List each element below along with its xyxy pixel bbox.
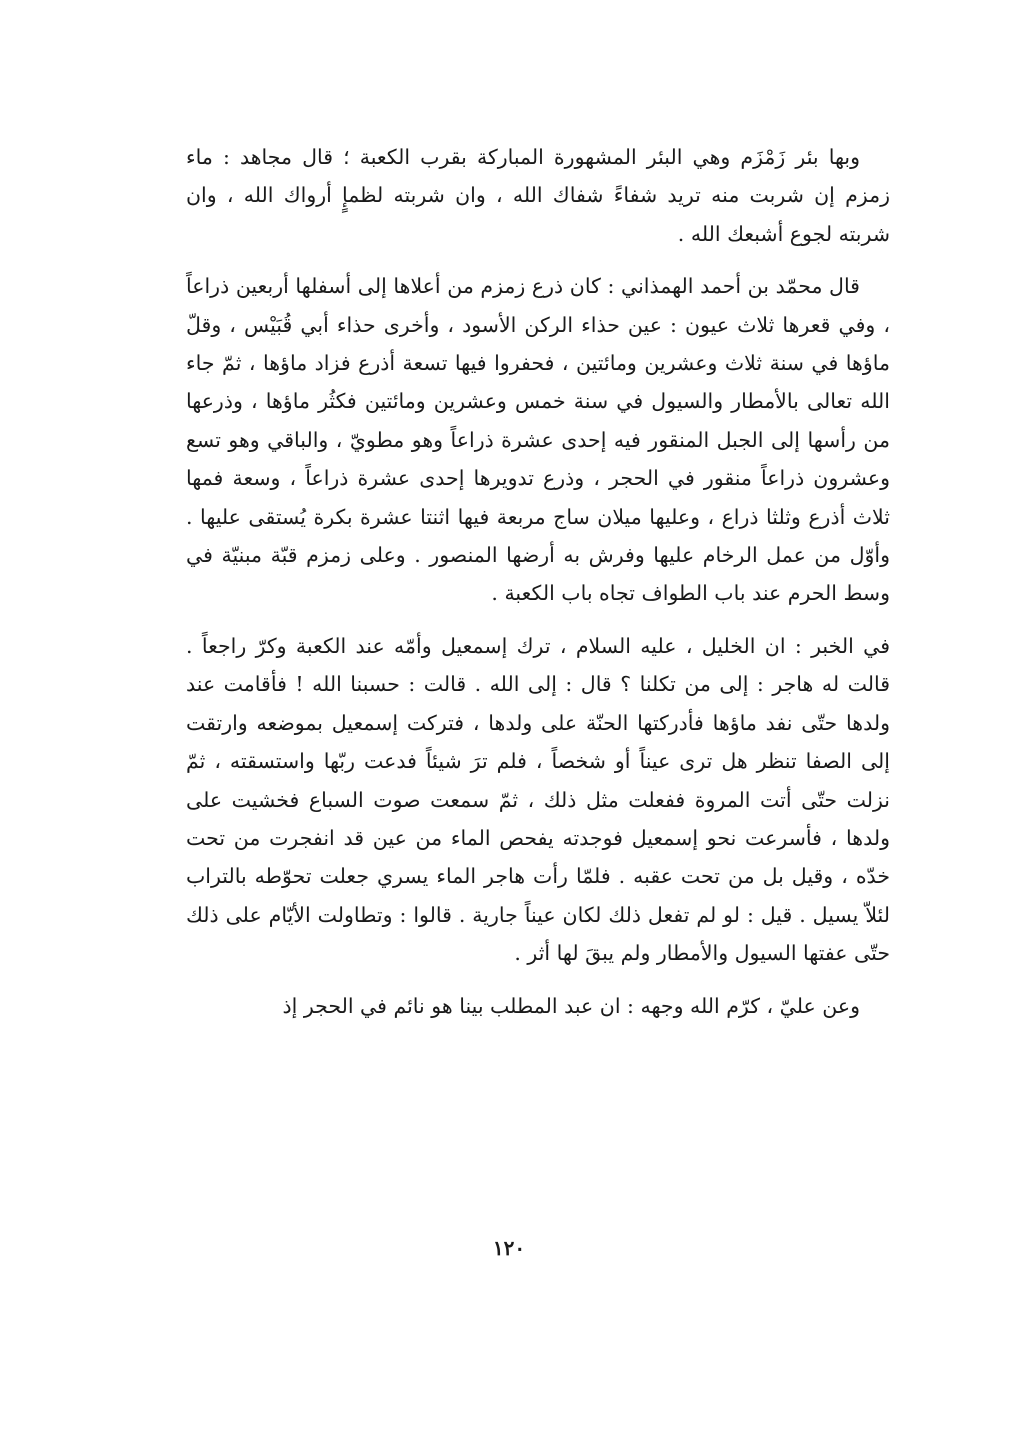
- page-number: ١٢٠: [492, 1236, 526, 1260]
- paragraph-zamzam-well: وبها بئر زَمْزَم وهي البئر المشهورة المباركة بقرب الكعبة ؛ قال مجاهد : ماء زمزم إن شربت منه تريد شفاءً شفاك الله ، وان شربته لظمإٍ أرواك الله ، وان شربته لجوع أشبعك الله .: [186, 145, 890, 246]
- paragraph-hamadhani-account: قال محمّد بن أحمد الهمذاني : كان ذرع زمزم من أعلاها إلى أسفلها أربعين ذراعاً ، وفي قعرها ثلاث عيون : عين حذاء الركن الأسود ، وأخرى حذاء أبي قُبَيْس ، وقلّ ماؤها في سنة ثلاث وعشرين ومائتين ، فحفروا فيها تسعة أذرع فزاد ماؤها ، ثمّ جاء الله تعالى بالأمطار والسيول في سنة خمس وعشرين ومائتين فكثُر ماؤها ، وذرعها من رأسها إلى الجبل المنقور فيه إحدى عشرة ذراعاً وهو مطويّ ، والباقي وهو تسع وعشرون ذراعاً منقور في الحجر ، وذرع تدويرها إحدى عشرة ذراعاً ، وسعة فمها ثلاث أذرع وثلثا ذراع ، وعليها ميلان ساج مربعة فيها اثنتا عشرة بكرة يُستقى عليها . وأوّل من عمل الرخام عليها وفرش به أرضها المنصور . وعلى زمزم قبّة مبنيّة في وسط الحرم عند باب الطواف تجاه باب الكعبة .: [186, 274, 890, 606]
- paragraph-hajar-story: في الخبر : ان الخليل ، عليه السلام ، ترك إسمعيل وأمّه عند الكعبة وكرّ راجعاً . قالت له هاجر : إلى من تكلنا ؟ قال : إلى الله . قالت : حسبنا الله ! فأقامت عند ولدها حتّى نفد ماؤها فأدركتها الحنّة على ولدها ، فتركت إسمعيل بموضعه وارتقت إلى الصفا تنظر هل ترى عيناً أو شخصاً ، فلم ترَ شيئاً فدعت ربّها واستسقته ، ثمّ نزلت حتّى أتت المروة ففعلت مثل ذلك ، ثمّ سمعت صوت السباع فخشيت على ولدها ، فأسرعت نحو إسمعيل فوجدته يفحص الماء من عين قد انفجرت من تحت خدّه ، وقيل بل من تحت عقبه . فلمّا رأت هاجر الماء يسري جعلت تحوّطه بالتراب لئلاّ يسيل . قيل : لو لم تفعل ذلك لكان عيناً جارية . قالوا : وتطاولت الأيّام على ذلك حتّى عفتها السيول والأمطار ولم يبقَ لها أثر .: [186, 633, 890, 966]
- page-body: [186, 138, 890, 1039]
- paragraph-ali-narration: وعن عليّ ، كرّم الله وجهه : ان عبد المطلب بينا هو نائم في الحجر إذ: [282, 993, 860, 1018]
